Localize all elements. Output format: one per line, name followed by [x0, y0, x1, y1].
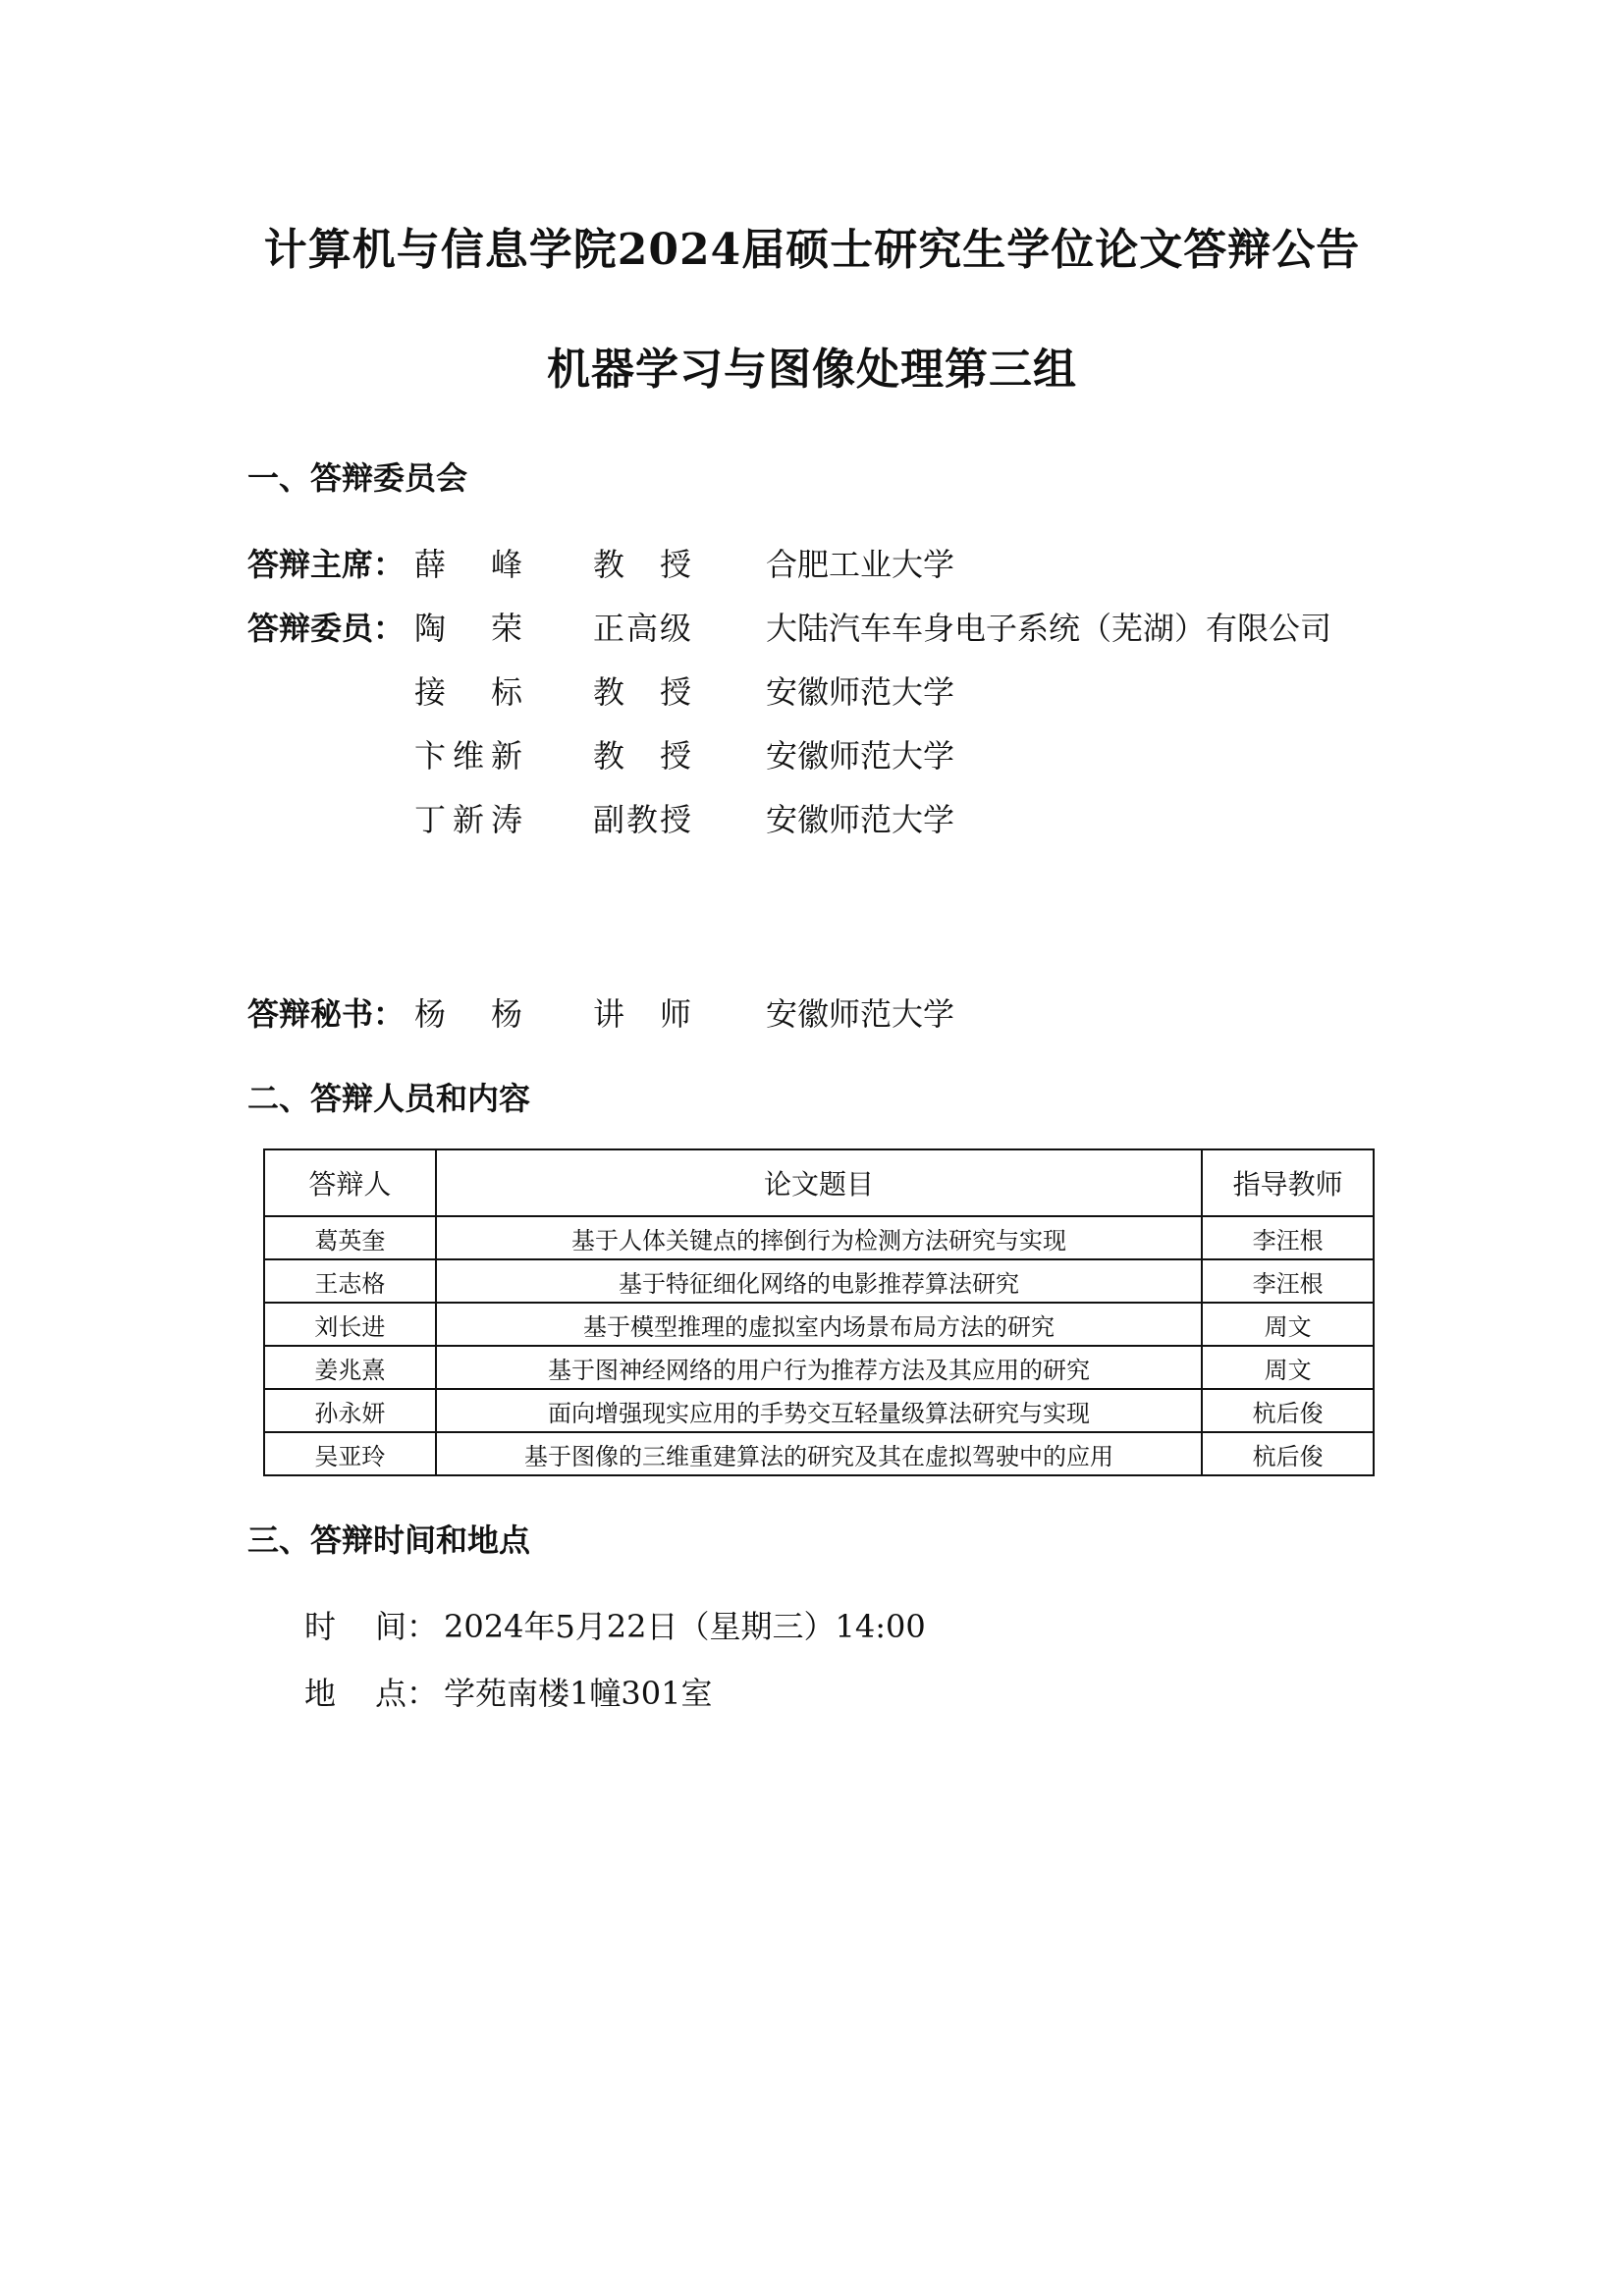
committee-role: 答辩委员： — [247, 610, 406, 647]
section-heading-candidates: 二、答辩人员和内容 — [247, 1080, 531, 1117]
defense-time — [304, 1602, 926, 1647]
advisor-name: 周文 — [1202, 1346, 1374, 1389]
committee-name: 接标 — [414, 673, 522, 711]
thesis-title: 基于图像的三维重建算法的研究及其在虚拟驾驶中的应用 — [436, 1432, 1203, 1475]
committee-name: 杨杨 — [414, 995, 522, 1033]
time-value: 2024年5月22日（星期三）14:00 — [444, 1608, 926, 1645]
committee-org: 安徽师范大学 — [766, 801, 955, 838]
committee-org: 安徽师范大学 — [766, 737, 955, 774]
thesis-title: 基于图神经网络的用户行为推荐方法及其应用的研究 — [436, 1346, 1203, 1389]
committee-title: 教授 — [593, 546, 691, 583]
thesis-title: 基于人体关键点的摔倒行为检测方法研究与实现 — [436, 1216, 1203, 1259]
advisor-name: 杭后俊 — [1202, 1432, 1374, 1475]
committee-name: 卞维新 — [414, 737, 522, 774]
committee-name: 薛峰 — [414, 546, 522, 583]
candidate-name: 刘长进 — [264, 1303, 436, 1346]
place-colon: ： — [406, 1675, 439, 1712]
advisor-name: 李汪根 — [1202, 1216, 1374, 1259]
place-label: 地点 — [304, 1675, 406, 1712]
section-heading-committee: 一、答辩委员会 — [247, 459, 468, 497]
table-row — [264, 1216, 1374, 1259]
thesis-title: 基于特征细化网络的电影推荐算法研究 — [436, 1259, 1203, 1303]
section-heading-time-place: 三、答辩时间和地点 — [247, 1522, 531, 1559]
table-row — [264, 1389, 1374, 1432]
candidate-name: 姜兆熹 — [264, 1346, 436, 1389]
committee-title: 副教授 — [593, 801, 691, 838]
candidate-name: 王志格 — [264, 1259, 436, 1303]
place-value: 学苑南楼1幢301室 — [444, 1675, 713, 1712]
committee-title: 教授 — [593, 737, 691, 774]
committee-org: 合肥工业大学 — [766, 546, 955, 583]
thesis-title: 基于模型推理的虚拟室内场景布局方法的研究 — [436, 1303, 1203, 1346]
group-subtitle: 机器学习与图像处理第三组 — [547, 345, 1077, 395]
committee-name: 陶荣 — [414, 610, 522, 647]
table-row — [264, 1432, 1374, 1475]
committee-org: 安徽师范大学 — [766, 995, 955, 1033]
candidate-name: 孙永妍 — [264, 1389, 436, 1432]
defense-table — [263, 1148, 1375, 1476]
committee-title: 正高级 — [593, 610, 691, 647]
committee-org: 大陆汽车车身电子系统（芜湖）有限公司 — [766, 610, 1332, 647]
time-colon: ： — [406, 1608, 439, 1645]
advisor-name: 周文 — [1202, 1303, 1374, 1346]
committee-title: 教授 — [593, 673, 691, 711]
time-label: 时间 — [304, 1608, 406, 1645]
header-thesis-title: 论文题目 — [436, 1149, 1203, 1216]
document-title: 计算机与信息学院2024届硕士研究生学位论文答辩公告 — [263, 225, 1361, 275]
thesis-title: 面向增强现实应用的手势交互轻量级算法研究与实现 — [436, 1389, 1203, 1432]
candidate-name: 吴亚玲 — [264, 1432, 436, 1475]
table-header-row — [264, 1149, 1374, 1216]
header-candidate: 答辩人 — [264, 1149, 436, 1216]
committee-role: 答辩主席： — [247, 546, 406, 583]
advisor-name: 杭后俊 — [1202, 1389, 1374, 1432]
committee-role: 答辩秘书： — [247, 995, 406, 1033]
advisor-name: 李汪根 — [1202, 1259, 1374, 1303]
committee-name: 丁新涛 — [414, 801, 522, 838]
committee-title: 讲师 — [593, 995, 691, 1033]
table-row — [264, 1346, 1374, 1389]
candidate-name: 葛英奎 — [264, 1216, 436, 1259]
defense-place — [304, 1669, 712, 1714]
table-row — [264, 1303, 1374, 1346]
table-row — [264, 1259, 1374, 1303]
committee-org: 安徽师范大学 — [766, 673, 955, 711]
header-advisor: 指导教师 — [1202, 1149, 1374, 1216]
